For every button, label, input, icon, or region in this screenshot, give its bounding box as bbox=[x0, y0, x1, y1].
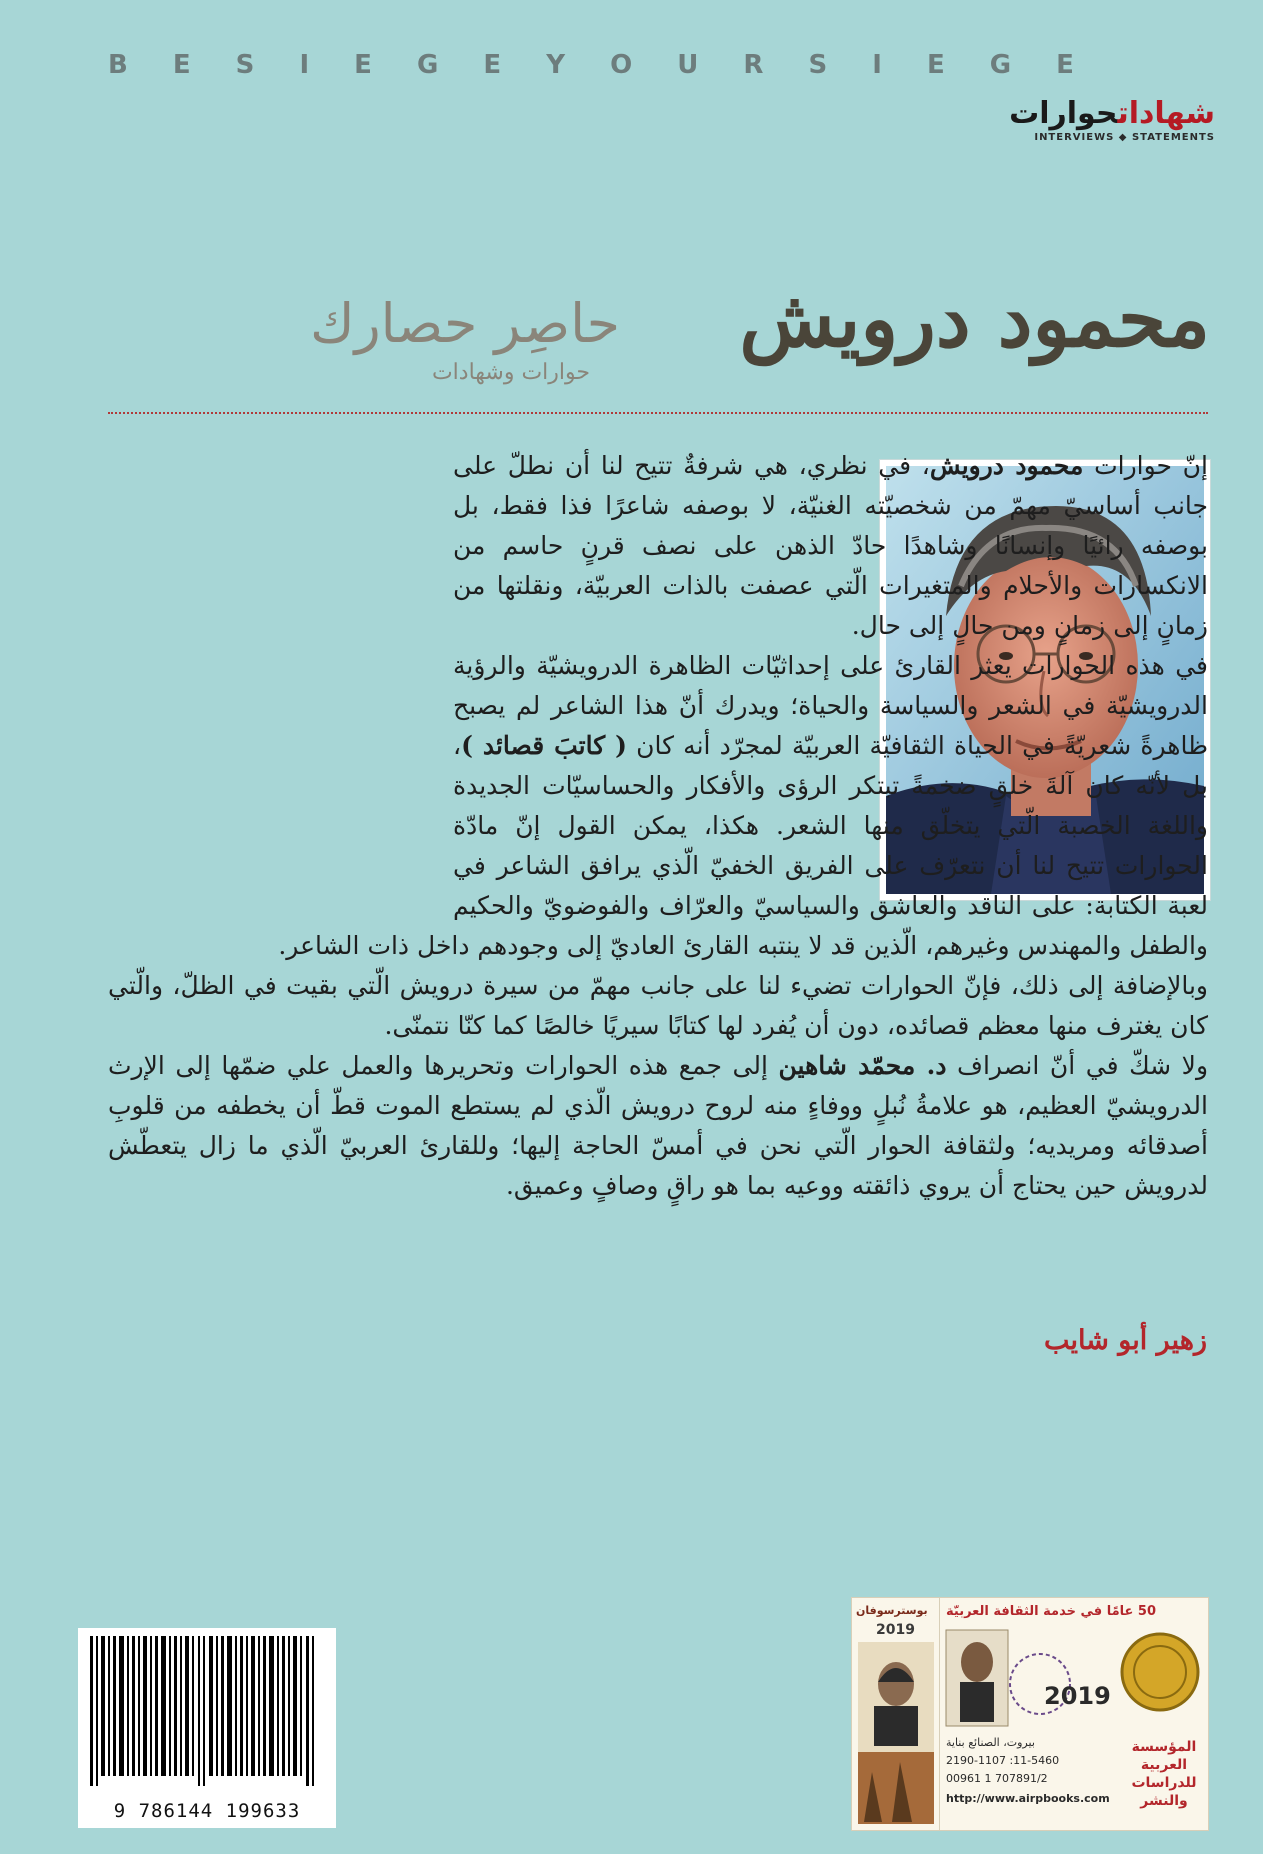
series-logo-black: حوارات bbox=[1009, 96, 1118, 131]
series-logo-red: شهادات bbox=[1117, 96, 1215, 131]
stamp-right-web: http://www.airpbooks.com bbox=[946, 1792, 1110, 1805]
photo-wrap-spacer bbox=[108, 446, 453, 908]
stamp-right-address: بيروت، الصنائع بناية bbox=[946, 1736, 1035, 1749]
stamp-right-phone2: 00961 1 707891/2 bbox=[946, 1772, 1048, 1785]
series-logo-english: INTERVIEWS ◆ STATEMENTS bbox=[1034, 132, 1215, 143]
author-name: محمود درويش bbox=[739, 274, 1210, 365]
blurb-paragraph-4 bbox=[108, 1046, 1208, 1206]
blurb-editor-bold: د. محمّد شاهين bbox=[778, 1051, 947, 1080]
stamp-right-header: 50 عامًا في خدمة الثقافة العربيّة bbox=[946, 1604, 1157, 1619]
stamp-right-phone1: 2190-1107 :11-5460 bbox=[946, 1754, 1060, 1767]
stamp-right-year: 2019 bbox=[1044, 1682, 1111, 1710]
series-logo bbox=[985, 98, 1215, 148]
blurb-text-run: ، بل لأنّه كان آلةَ خلقٍ ضخمةً تبتكر الرؤى والأفكار والحساسيّات الجديدة واللغة الخصبة الّتي يتخلّق منها الشعر. هكذا، يمكن القول إنّ مادّة الحوارات تتيح لنا أن نتعرّف على الفريق الخفيّ الّذي يرافق الشاعر في لعبة الكتابة: على الناقد والعاشق والسياسيّ والعرّاف والفوضويّ والحكيم والطفل والمهندس وغيرهم، الّذين قد لا ينتبه القارئ العاديّ إلى وجودهم داخل ذات الشاعر. bbox=[278, 731, 1208, 960]
stamp-left-title: بوسترسوفان bbox=[856, 1604, 928, 1617]
blurb-author-bold: محمود درويش bbox=[929, 451, 1084, 480]
blurb-text-run: ، في نظري، هي شرفةٌ تتيح لنا أن نطلّ على جانب أساسيّ مهمّ من شخصيّته الغنيّة، لا بوصفه شاعرًا فذا فقط، بل بوصفه رائيًا وإنسانًا وشاهدًا حادّ الذهن على نصف قرنٍ حاسم من الانكسارات والأحلام والمتغيرات الّتي عصفت بالذات العربيّة، ونقلتها من زمانٍ إلى زمانٍ ومن حالٍ إلى حال. bbox=[453, 451, 1208, 640]
isbn-barcode bbox=[78, 1628, 336, 1828]
stamp-left-year: 2019 bbox=[876, 1622, 915, 1638]
blurb-text-run: ولا شكّ في أنّ انصراف bbox=[946, 1051, 1209, 1080]
blurb-text-run: إلى جمع هذه الحوارات وتحريرها والعمل علي ضمّها إلى الإرث الدرويشيّ العظيم، هو علامةُ نُبلٍ ووفاءٍ منه لروح درويش الّذي لم يستطع الموت قطّ أن يخطفه من قلوبِ أصدقائه ومريديه؛ ولثقافة الحوار الّتي نحن في أمسّ الحاجة إليها؛ وللقارئ العربيّ الّذي ما زال يتعطّش لدرويش حين يحتاج أن يروي ذائقته ووعيه بما هو راقٍ وصافٍ وعميق. bbox=[108, 1051, 1208, 1200]
blurb-text bbox=[108, 446, 1208, 1206]
book-title: حاصِر حصارك bbox=[310, 292, 620, 355]
series-logo-arabic bbox=[1009, 98, 1215, 130]
signature: زهير أبو شايب bbox=[1044, 1325, 1207, 1356]
divider bbox=[108, 412, 1208, 414]
title-block bbox=[100, 270, 1210, 400]
blurb-paragraph-3: وبالإضافة إلى ذلك، فإنّ الحوارات تضيء لنا على جانب مهمّ من سيرة درويش الّتي بقيت في الظلّ، والّتي كان يغترف منها معظم قصائده، دون أن يُفرد لها كتابًا سيريًا خالصًا كما كنّا نتمنّى. bbox=[108, 971, 1208, 1040]
book-subtitle: حوارات وشهادات bbox=[431, 360, 590, 385]
isbn-number: 9 786144 199633 bbox=[113, 1800, 301, 1822]
stamp-left bbox=[852, 1598, 940, 1830]
blurb-text-run: إنّ حوارات bbox=[1083, 451, 1208, 480]
cover-tagline: B E S I E G E Y O U R S I E G E bbox=[108, 50, 1092, 80]
barcode-bars bbox=[88, 1636, 326, 1786]
stamp-right bbox=[940, 1598, 1208, 1830]
stamp-left-portrait bbox=[852, 1642, 940, 1830]
blurb-quote-bold: ( كاتبَ قصائد ) bbox=[461, 731, 627, 760]
blurb-text-run: في هذه الحوارات يعثر القارئ على إحداثيّات الظاهرة الدرويشيّة والرؤية الدرويشيّة في الشعر والسياسة والحياة؛ ويدرك أنّ هذا الشاعر لم يصبح ظاهرةً شعريّةً في الحياة الثقافيّة العربيّة لمجرّد أنه كان bbox=[453, 651, 1209, 760]
stamp-right-art bbox=[940, 1626, 1208, 1736]
stamp-right-publisher: المؤسسة العربية للدراسات والنشر bbox=[1131, 1739, 1197, 1809]
